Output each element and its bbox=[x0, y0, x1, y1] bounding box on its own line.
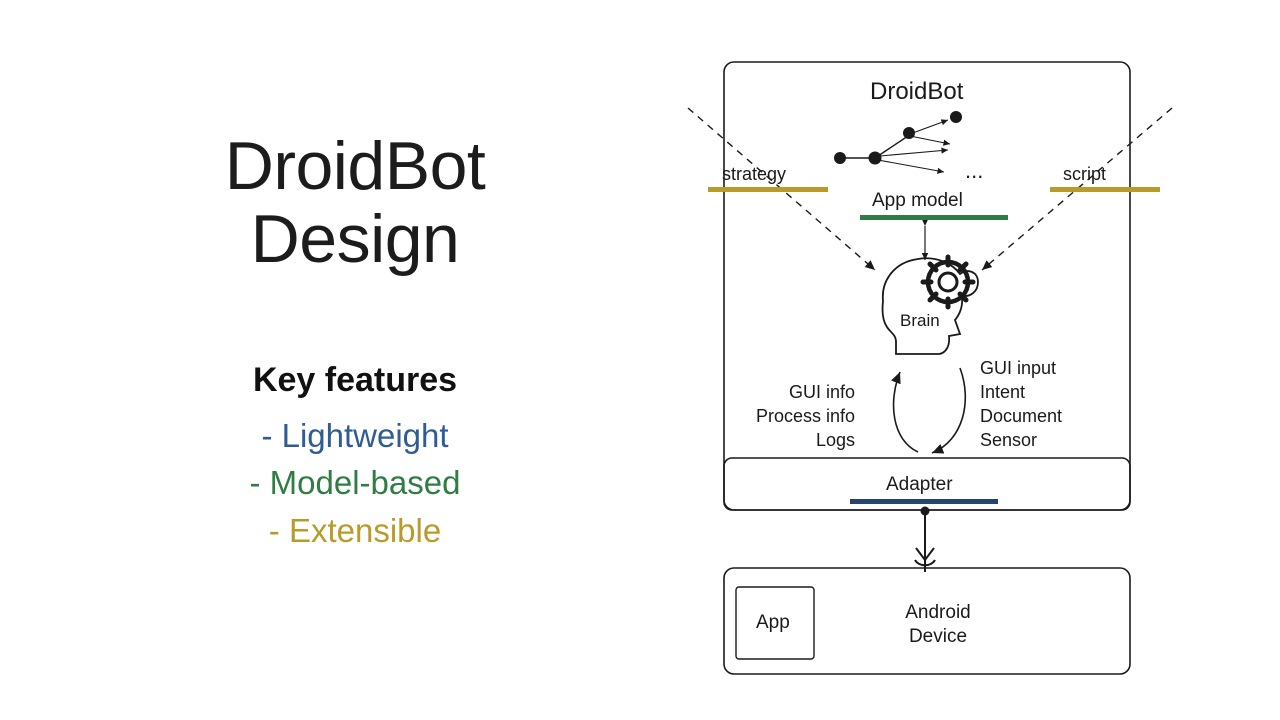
app-model-underline bbox=[860, 215, 1008, 220]
feature-item-extensible: - Extensible bbox=[268, 511, 442, 549]
flow-label-gui-input: GUI input bbox=[980, 358, 1057, 378]
page-title-line1: DroidBot bbox=[224, 128, 486, 204]
script-label: script bbox=[1063, 164, 1107, 184]
gui-input-arrow bbox=[932, 368, 965, 453]
left-panel bbox=[60, 130, 650, 554]
strategy-underline bbox=[708, 187, 828, 192]
gear-icon bbox=[923, 257, 973, 307]
adapter-to-brain-labels bbox=[980, 357, 1062, 453]
app-label: App bbox=[756, 612, 790, 633]
flow-label-sensor: Sensor bbox=[980, 429, 1038, 450]
android-device-label bbox=[878, 601, 998, 649]
flow-label-gui-info: GUI info bbox=[789, 382, 856, 402]
graph-ellipsis: ... bbox=[965, 158, 984, 183]
flow-label-logs: Logs bbox=[816, 429, 856, 450]
android-device-label-line1: Android bbox=[905, 602, 971, 623]
gui-info-arrow bbox=[894, 372, 918, 452]
feature-item-model-based: - Model-based bbox=[249, 464, 461, 502]
app-model-graph bbox=[834, 111, 962, 172]
strategy-label: strategy bbox=[722, 164, 787, 184]
adapter-label: Adapter bbox=[886, 474, 953, 495]
droidbot-architecture-diagram bbox=[660, 0, 1280, 720]
flow-label-intent: Intent bbox=[980, 381, 1026, 402]
android-device-label-line2: Device bbox=[908, 625, 968, 647]
brain-to-adapter-labels bbox=[756, 381, 855, 453]
key-features-heading: Key features bbox=[252, 360, 458, 399]
key-features-block bbox=[60, 361, 650, 555]
feature-item-lightweight: - Lightweight bbox=[261, 416, 449, 454]
flow-label-process-info: Process info bbox=[756, 405, 856, 426]
page-title bbox=[60, 130, 650, 277]
flow-label-document: Document bbox=[980, 405, 1063, 426]
script-underline bbox=[1050, 187, 1160, 192]
connector-dot bbox=[921, 507, 930, 516]
app-model-label: App model bbox=[872, 190, 963, 211]
page-title-line2: Design bbox=[250, 201, 460, 278]
droidbot-box-title: DroidBot bbox=[870, 78, 964, 105]
adapter-underline bbox=[850, 499, 998, 504]
brain-label: Brain bbox=[900, 311, 940, 330]
